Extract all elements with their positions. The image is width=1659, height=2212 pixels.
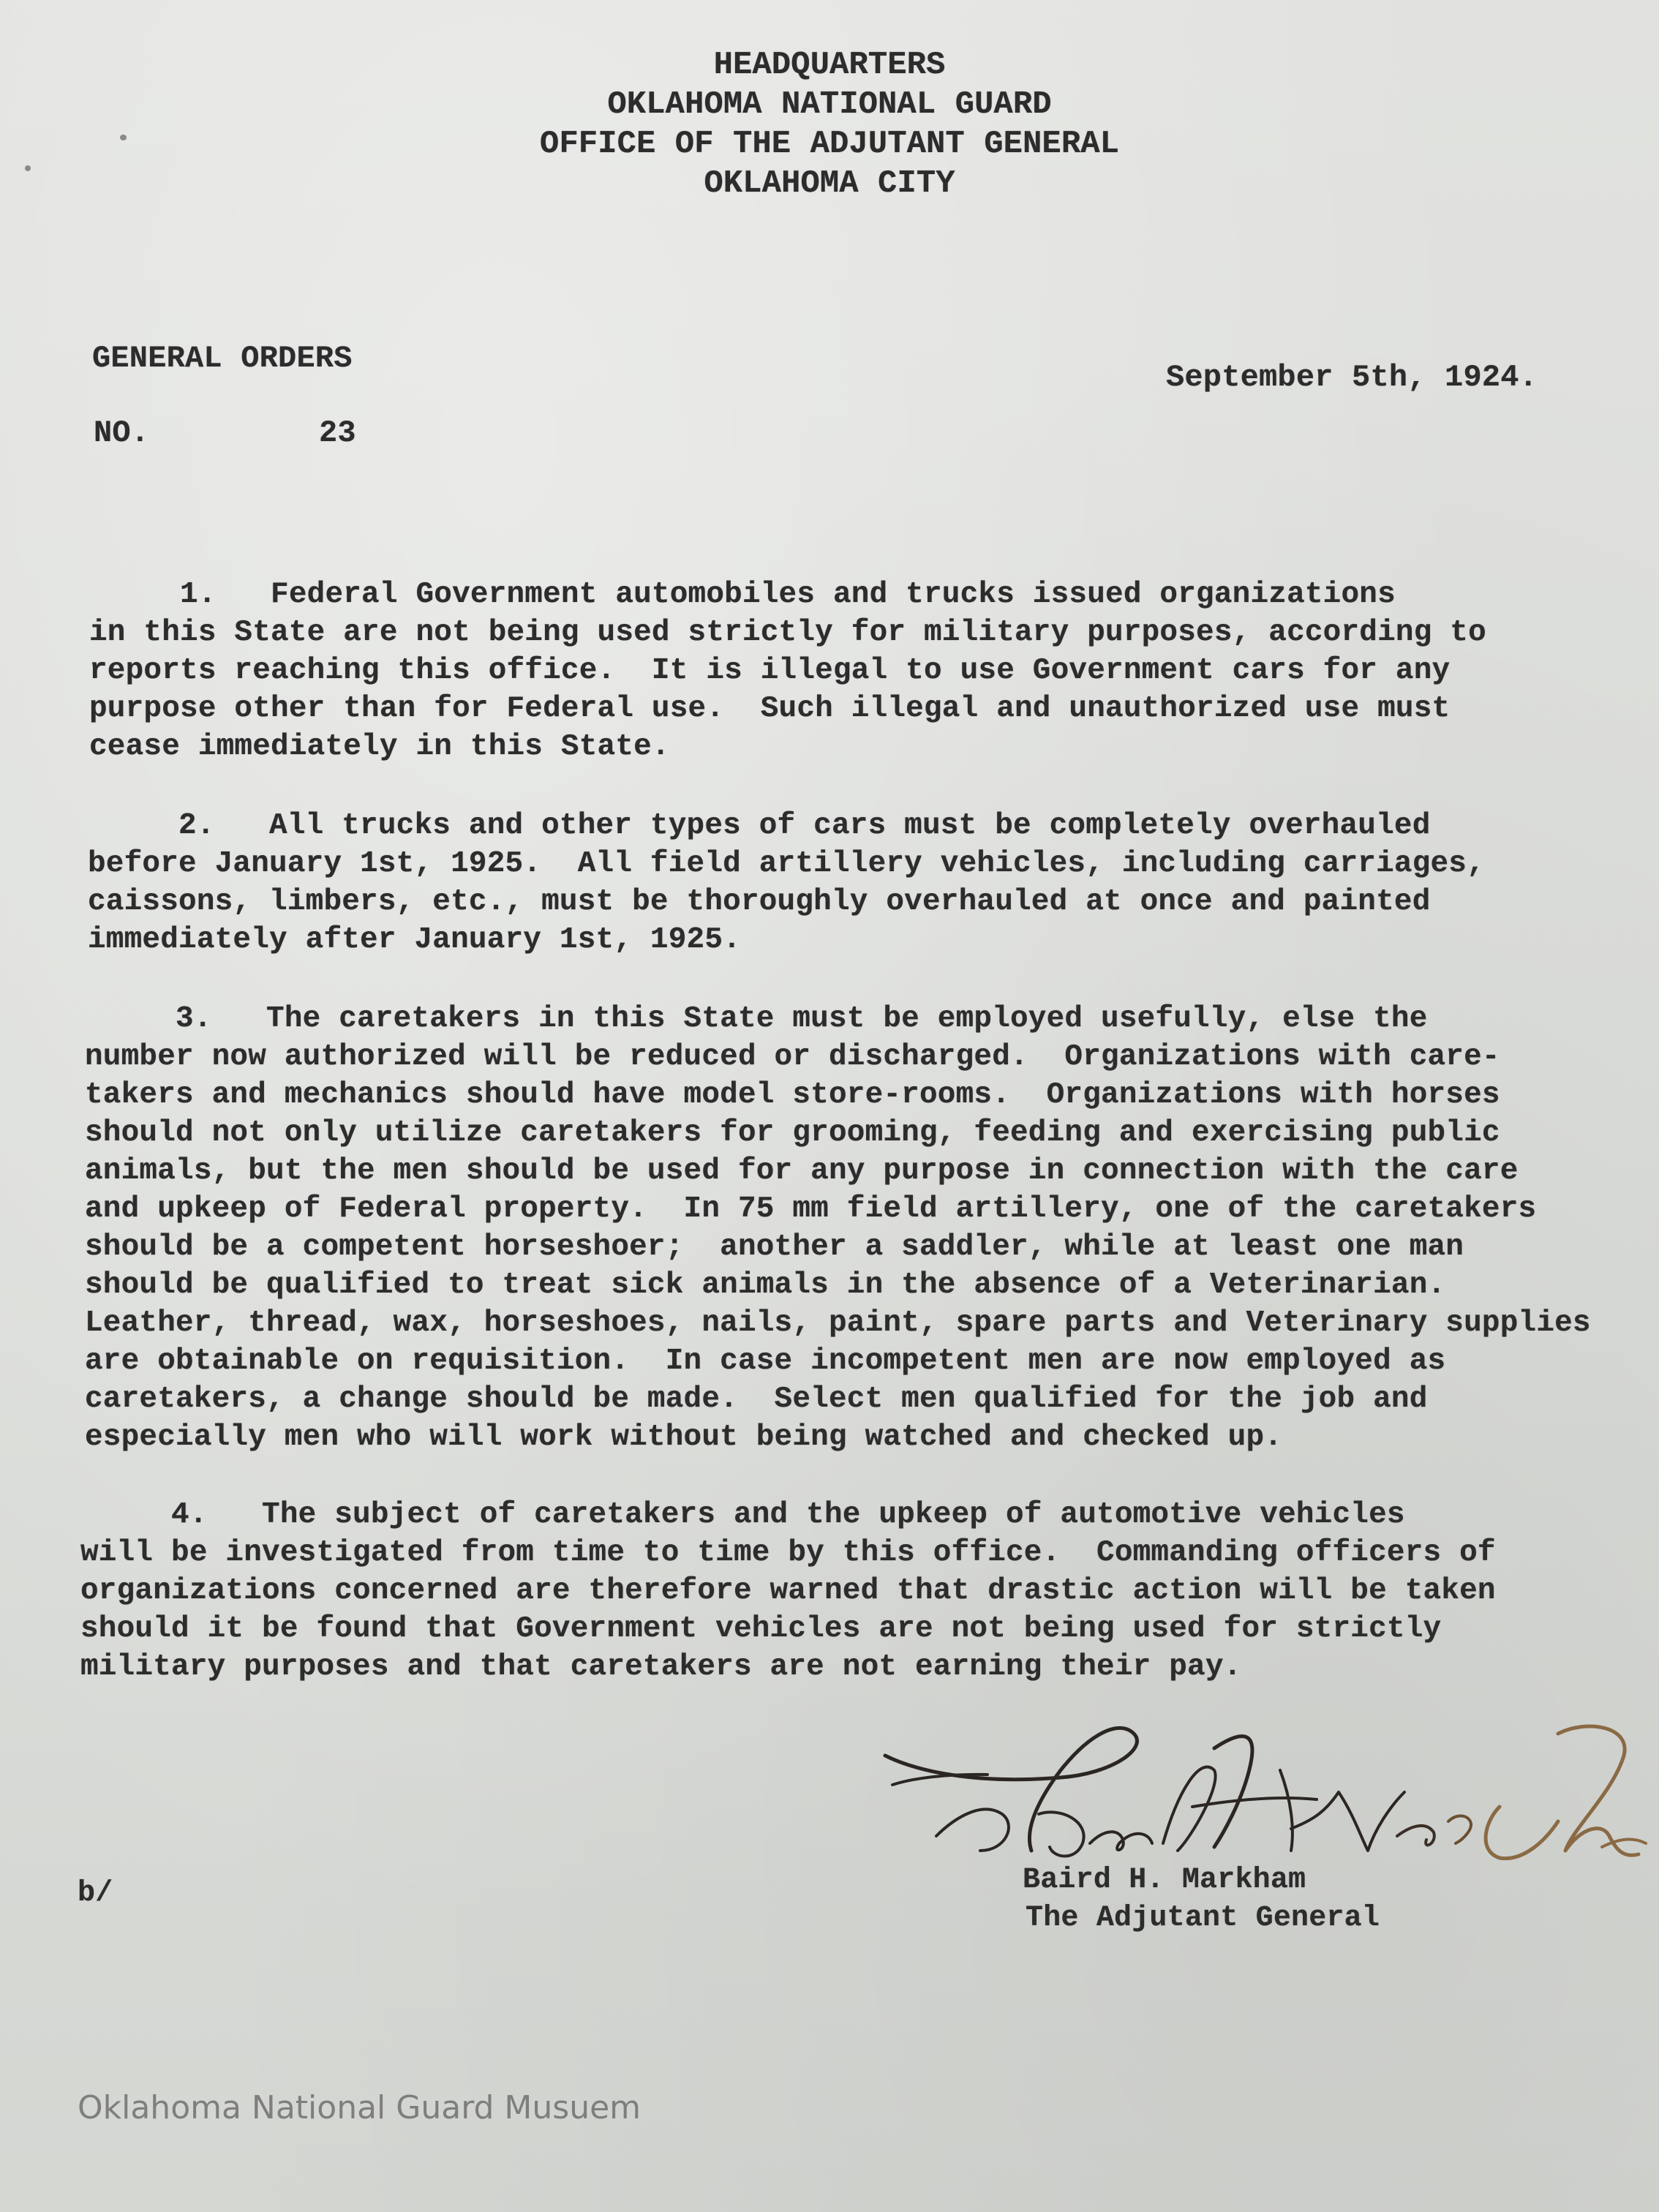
header-line-2: OKLAHOMA NATIONAL GUARD — [607, 86, 1052, 123]
paragraph-line: should it be found that Government vehicles are not being used for strictly — [80, 1612, 1442, 1646]
paragraph-line: immediately after January 1st, 1925. — [88, 923, 741, 957]
paragraph-line: organizations concerned are therefore warned that drastic action will be taken — [80, 1574, 1496, 1608]
paragraph-line: 4. The subject of caretakers and the upkeep of automotive vehicles — [80, 1498, 1405, 1532]
paragraph-line: are obtainable on requisition. In case incompetent men are now employed as — [85, 1344, 1446, 1378]
paragraph-line: in this State are not being used strictly for military purposes, according to — [89, 616, 1486, 650]
paragraph-line: caretakers, a change should be made. Select men qualified for the job and — [85, 1382, 1428, 1416]
paragraph-line: should be qualified to treat sick animals in the absence of a Veterinarian. — [85, 1268, 1446, 1302]
paragraph-line: cease immediately in this State. — [89, 730, 670, 764]
paragraph-line: Leather, thread, wax, horseshoes, nails, paint, spare parts and Veterinary supplies — [85, 1306, 1591, 1340]
typist-initials: b/ — [78, 1877, 113, 1910]
paragraph-line: number now authorized will be reduced or discharged. Organizations with care- — [85, 1040, 1500, 1074]
paragraph-line: 3. The caretakers in this State must be employed usefully, else the — [85, 1002, 1428, 1036]
paragraph-line: 2. All trucks and other types of cars must be completely overhauled — [88, 809, 1431, 843]
header-line-3: OFFICE OF THE ADJUTANT GENERAL — [539, 126, 1120, 162]
paragraph-line: military purposes and that caretakers are not earning their pay. — [80, 1650, 1242, 1684]
museum-watermark: Oklahoma National Guard Musuem — [78, 2089, 642, 2126]
paragraph-line: should be a competent horseshoer; another a saddler, while at least one man — [85, 1230, 1464, 1264]
signatory-name: Baird H. Markham — [1023, 1864, 1306, 1897]
header-line-4: OKLAHOMA CITY — [704, 165, 955, 202]
signatory-title: The Adjutant General — [1026, 1902, 1380, 1935]
paragraph-line: caissons, limbers, etc., must be thoroughly overhauled at once and painted — [88, 885, 1431, 919]
order-number-label: NO. — [94, 415, 150, 451]
paragraph-line: and upkeep of Federal property. In 75 mm field artillery, one of the caretakers — [85, 1192, 1537, 1226]
header-line-1: HEADQUARTERS — [713, 47, 946, 83]
paragraph-line: purpose other than for Federal use. Such illegal and unauthorized use must — [89, 692, 1451, 726]
paragraph-line: especially men who will work without being watched and checked up. — [85, 1421, 1283, 1454]
order-number: 23 — [319, 415, 356, 451]
paragraph-line: reports reaching this office. It is illegal to use Government cars for any — [89, 654, 1451, 688]
paragraph-line: will be investigated from time to time by this office. Commanding officers of — [80, 1536, 1496, 1570]
paragraph-line: takers and mechanics should have model store-rooms. Organizations with horses — [85, 1078, 1500, 1112]
paragraph-line: 1. Federal Government automobiles and trucks issued organizations — [89, 578, 1396, 612]
paragraph-line: animals, but the men should be used for any purpose in connection with the care — [85, 1154, 1519, 1188]
general-orders-label: GENERAL ORDERS — [92, 341, 353, 376]
paragraph-line: should not only utilize caretakers for grooming, feeding and exercising public — [85, 1116, 1500, 1150]
order-date: September 5th, 1924. — [1166, 360, 1538, 395]
paragraph-line: before January 1st, 1925. All field artillery vehicles, including carriages, — [88, 847, 1485, 881]
